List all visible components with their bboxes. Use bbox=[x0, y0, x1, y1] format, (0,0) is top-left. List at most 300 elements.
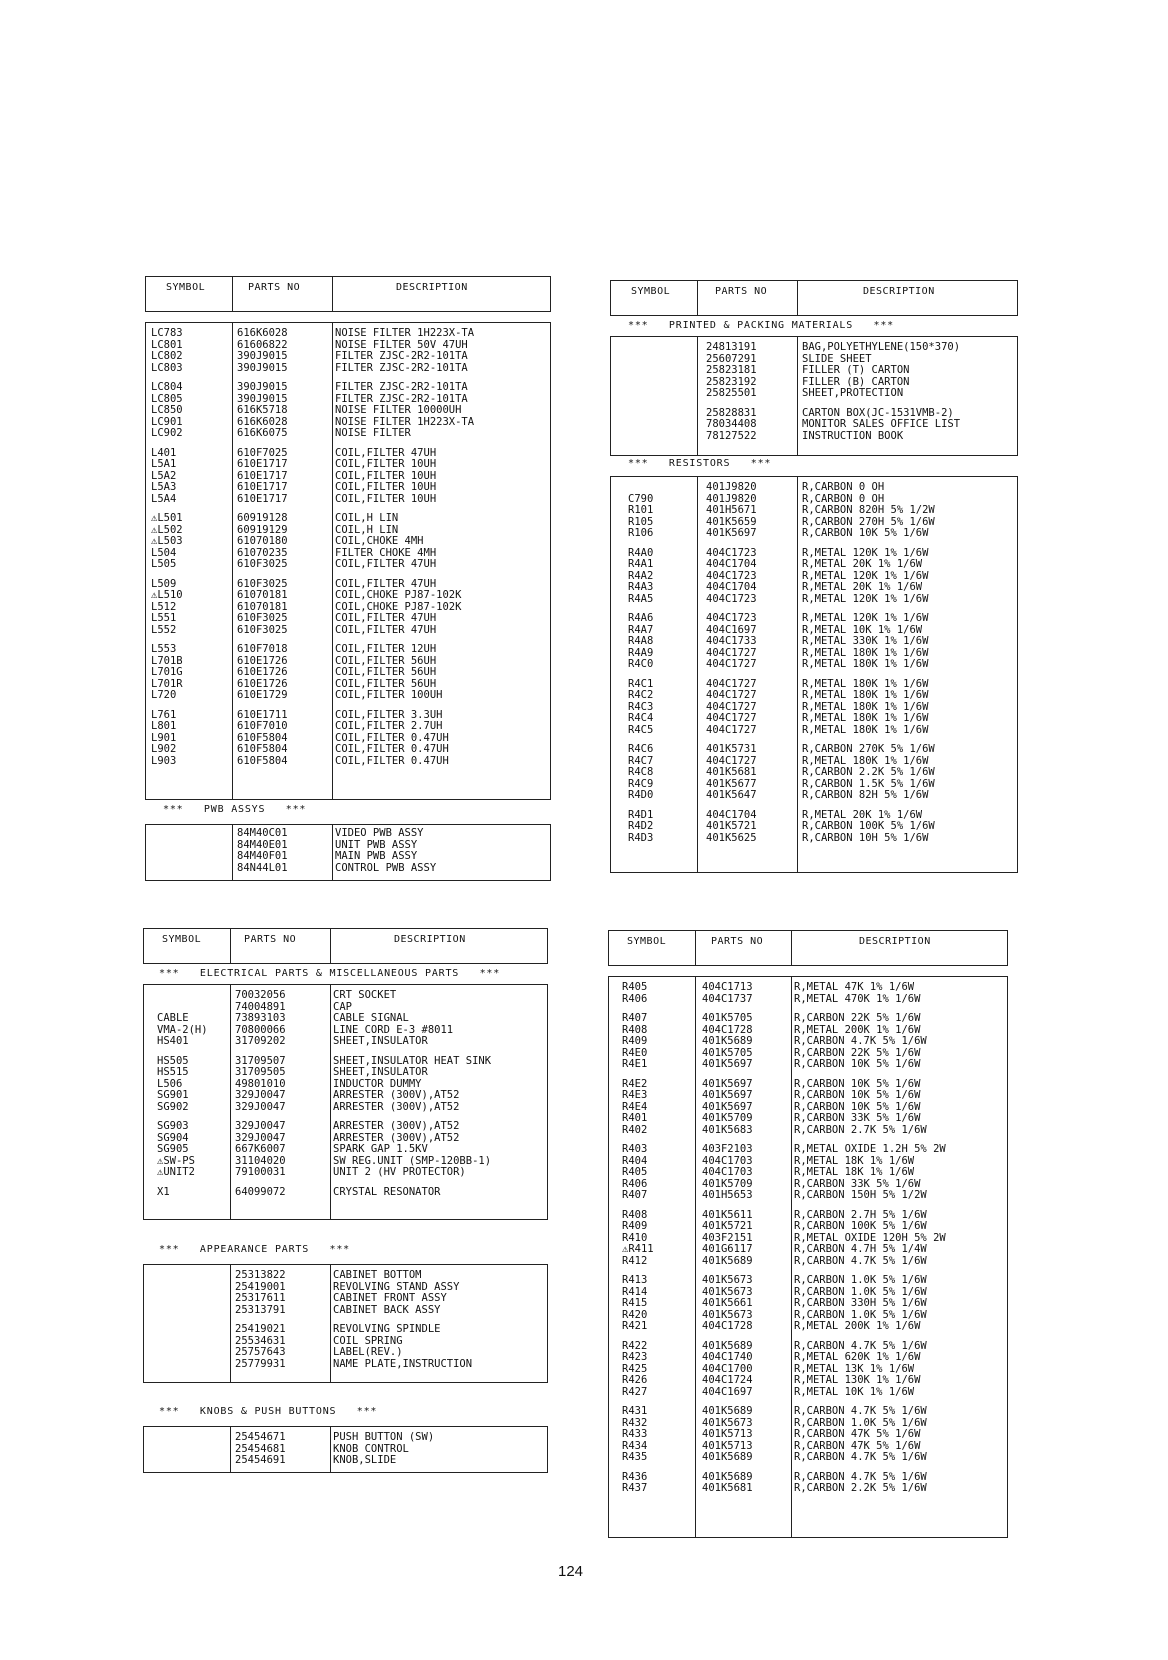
part-number: 70032056 bbox=[235, 989, 286, 1001]
part-number: 25779931 bbox=[235, 1357, 286, 1370]
part-description: INSTRUCTION BOOK bbox=[802, 429, 904, 442]
part-symbol: LC850 bbox=[151, 404, 183, 416]
part-number: 401K5625 bbox=[706, 831, 757, 844]
part-description: COIL,CHOKE PJ87-102K bbox=[335, 600, 462, 613]
part-description: R,CARBON 820H 5% 1/2W bbox=[802, 504, 935, 516]
part-number: 78034408 bbox=[706, 418, 757, 430]
pwb-list bbox=[145, 828, 551, 874]
table-row bbox=[608, 1387, 1008, 1399]
part-description: R,CARBON 4.7K 5% 1/6W bbox=[794, 1405, 927, 1417]
part-symbol: SG905 bbox=[157, 1143, 189, 1155]
part-description: R,CARBON 4.7K 5% 1/6W bbox=[794, 1254, 927, 1267]
part-number: 401K5689 bbox=[702, 1035, 753, 1047]
part-number: 404C1723 bbox=[706, 612, 757, 624]
part-description: R,METAL 20K 1% 1/6W bbox=[802, 808, 923, 821]
part-number: 404C1727 bbox=[706, 658, 757, 670]
table-row bbox=[608, 1167, 1008, 1179]
part-description: R,CARBON 10K 5% 1/6W bbox=[802, 527, 929, 539]
part-symbol: R431 bbox=[622, 1405, 648, 1417]
part-number: 404C1700 bbox=[702, 1362, 753, 1375]
part-description: NOISE FILTER 1H223X-TA bbox=[335, 327, 475, 339]
part-symbol: L552 bbox=[151, 623, 177, 636]
part-number: 404C1703 bbox=[702, 1154, 753, 1167]
part-symbol: R4A8 bbox=[628, 635, 654, 647]
part-symbol: R408 bbox=[622, 1208, 648, 1221]
part-number: 84N44L01 bbox=[237, 861, 288, 874]
part-symbol: LC783 bbox=[151, 327, 183, 339]
part-number: 616K6075 bbox=[237, 427, 288, 439]
table-row bbox=[608, 1429, 1008, 1441]
table-row bbox=[608, 994, 1008, 1006]
part-number: 610F5804 bbox=[237, 743, 288, 755]
part-symbol: R407 bbox=[622, 1012, 648, 1024]
part-description: COIL,FILTER 47UH bbox=[335, 446, 437, 459]
part-description: FILTER ZJSC-2R2-101TA bbox=[335, 361, 468, 374]
part-description: R,CARBON 4.7K 5% 1/6W bbox=[794, 1470, 927, 1483]
table-row bbox=[145, 644, 551, 656]
part-description: CABLE SIGNAL bbox=[333, 1012, 409, 1024]
part-symbol: R407 bbox=[622, 1189, 648, 1201]
part-number: 401K5689 bbox=[702, 1470, 753, 1483]
part-description: R,CARBON 33K 5% 1/6W bbox=[794, 1112, 921, 1124]
part-symbol: R4C2 bbox=[628, 689, 654, 701]
part-description: COIL,FILTER 56UH bbox=[335, 666, 437, 678]
appearance-list bbox=[143, 1270, 548, 1370]
part-number: 610E1729 bbox=[237, 689, 288, 701]
part-number: 329J0047 bbox=[235, 1120, 286, 1132]
part-number: 404C1704 bbox=[706, 581, 757, 593]
part-description: R,CARBON 4.7K 5% 1/6W bbox=[794, 1339, 927, 1352]
table-row bbox=[608, 1144, 1008, 1156]
part-number: 25454691 bbox=[235, 1454, 286, 1466]
part-number: 404C1727 bbox=[706, 712, 757, 724]
part-description: COIL,FILTER 56UH bbox=[335, 654, 437, 667]
part-symbol: L505 bbox=[151, 558, 177, 570]
part-number: 610F5804 bbox=[237, 754, 288, 767]
part-description: R,CARBON 22K 5% 1/6W bbox=[794, 1012, 921, 1024]
part-symbol: ⚠L502 bbox=[151, 523, 183, 536]
part-number: 25419021 bbox=[235, 1323, 286, 1335]
table-row bbox=[145, 744, 551, 756]
part-symbol: L761 bbox=[151, 708, 177, 721]
part-description: NOISE FILTER 10000UH bbox=[335, 404, 462, 416]
part-symbol: R4E1 bbox=[622, 1058, 648, 1070]
part-description: R,CARBON 100K 5% 1/6W bbox=[802, 820, 935, 832]
part-number: 610E1726 bbox=[237, 677, 288, 690]
part-number: 401K5697 bbox=[702, 1089, 753, 1101]
part-symbol: R409 bbox=[622, 1220, 648, 1232]
part-number: 31709507 bbox=[235, 1054, 286, 1067]
part-description: KNOB CONTROL bbox=[333, 1442, 409, 1455]
part-number: 31104020 bbox=[235, 1154, 286, 1167]
part-number: 25419001 bbox=[235, 1280, 286, 1293]
part-description: CABINET BACK ASSY bbox=[333, 1303, 441, 1316]
part-symbol: R410 bbox=[622, 1231, 648, 1244]
part-symbol: R408 bbox=[622, 1023, 648, 1036]
part-description: UNIT PWB ASSY bbox=[335, 838, 418, 851]
part-description: R,METAL 180K 1% 1/6W bbox=[802, 658, 929, 670]
part-description: R,CARBON 82H 5% 1/6W bbox=[802, 789, 929, 801]
part-description: COIL,FILTER 47UH bbox=[335, 577, 437, 590]
part-symbol: L401 bbox=[151, 446, 177, 459]
part-symbol: LC902 bbox=[151, 427, 183, 439]
header-symbol: SYMBOL bbox=[162, 934, 202, 945]
part-number: 610F3025 bbox=[237, 558, 288, 570]
part-description: LINE CORD E-3 #8011 bbox=[333, 1023, 454, 1036]
part-number: 610F7018 bbox=[237, 643, 288, 655]
part-number: 401H5653 bbox=[702, 1189, 753, 1201]
part-description: R,CARBON 1.0K 5% 1/6W bbox=[794, 1285, 927, 1298]
table-row bbox=[145, 363, 551, 375]
part-number: 401K5611 bbox=[702, 1208, 753, 1221]
table-row bbox=[143, 990, 548, 1002]
part-symbol: R406 bbox=[622, 992, 648, 1005]
part-number: 403F2103 bbox=[702, 1143, 753, 1155]
page-number: 124 bbox=[558, 1563, 584, 1580]
part-description: CONTROL PWB ASSY bbox=[335, 861, 437, 874]
header-symbol: SYMBOL bbox=[166, 282, 206, 293]
part-number: 404C1727 bbox=[706, 754, 757, 767]
part-description: R,METAL 180K 1% 1/6W bbox=[802, 677, 929, 690]
part-symbol: R4C1 bbox=[628, 677, 654, 690]
part-description: MONITOR SALES OFFICE LIST bbox=[802, 418, 961, 430]
part-number: 401K5689 bbox=[702, 1405, 753, 1417]
part-symbol: L903 bbox=[151, 754, 177, 767]
part-description: CABINET FRONT ASSY bbox=[333, 1292, 447, 1304]
part-symbol: SG902 bbox=[157, 1100, 189, 1113]
part-number: 404C1733 bbox=[706, 635, 757, 647]
table-row bbox=[608, 1321, 1008, 1333]
part-symbol: R4C5 bbox=[628, 723, 654, 736]
part-symbol: R406 bbox=[622, 1177, 648, 1190]
part-number: 401K5697 bbox=[702, 1100, 753, 1113]
part-symbol: LC802 bbox=[151, 350, 183, 362]
header-parts-no: PARTS NO bbox=[248, 282, 301, 293]
part-description: R,CARBON 270K 5% 1/6W bbox=[802, 743, 935, 755]
part-description: CRYSTAL RESONATOR bbox=[333, 1185, 441, 1198]
part-description: COIL,FILTER 47UH bbox=[335, 558, 437, 570]
part-number: 31709505 bbox=[235, 1066, 286, 1078]
part-description: COIL,FILTER 10UH bbox=[335, 481, 437, 493]
part-description: R,METAL 130K 1% 1/6W bbox=[794, 1374, 921, 1386]
part-description: NAME PLATE,INSTRUCTION bbox=[333, 1357, 473, 1370]
part-number: 401J9820 bbox=[706, 492, 757, 505]
part-symbol: R4C4 bbox=[628, 712, 654, 724]
part-description: FILLER (T) CARTON bbox=[802, 364, 910, 376]
part-description: COIL,FILTER 100UH bbox=[335, 689, 443, 701]
part-symbol: R425 bbox=[622, 1362, 648, 1375]
part-description: ARRESTER (300V),AT52 bbox=[333, 1089, 460, 1101]
part-number: 401K5705 bbox=[702, 1046, 753, 1059]
table-row bbox=[143, 1455, 548, 1467]
part-description: LABEL(REV.) bbox=[333, 1346, 403, 1358]
part-description: R,METAL 180K 1% 1/6W bbox=[802, 712, 929, 724]
part-description: R,CARBON 1.0K 5% 1/6W bbox=[794, 1274, 927, 1286]
part-number: 401K5713 bbox=[702, 1439, 753, 1452]
part-description: R,METAL 180K 1% 1/6W bbox=[802, 754, 929, 767]
part-number: 25313822 bbox=[235, 1269, 286, 1281]
header-parts-no: PARTS NO bbox=[715, 286, 768, 297]
part-symbol: L901 bbox=[151, 731, 177, 744]
part-number: 404C1727 bbox=[706, 646, 757, 659]
part-symbol: R437 bbox=[622, 1482, 648, 1494]
part-number: 403F2151 bbox=[702, 1231, 753, 1244]
part-symbol: L512 bbox=[151, 600, 177, 613]
part-description: NOISE FILTER 1H223X-TA bbox=[335, 415, 475, 428]
table-row bbox=[608, 1275, 1008, 1287]
table-row bbox=[610, 505, 1018, 517]
part-number: 404C1723 bbox=[706, 546, 757, 559]
part-description: R,CARBON 10K 5% 1/6W bbox=[794, 1077, 921, 1090]
table-row bbox=[610, 690, 1018, 702]
part-number: 329J0047 bbox=[235, 1100, 286, 1113]
part-description: R,CARBON 4.7K 5% 1/6W bbox=[794, 1035, 927, 1047]
electrical-list bbox=[143, 990, 548, 1198]
part-symbol: R105 bbox=[628, 515, 654, 528]
part-number: 404C1728 bbox=[702, 1320, 753, 1332]
part-symbol: R4E4 bbox=[622, 1100, 648, 1113]
table-row bbox=[143, 1036, 548, 1048]
part-symbol: LC801 bbox=[151, 338, 183, 351]
table-row bbox=[610, 790, 1018, 802]
table-row bbox=[610, 833, 1018, 845]
part-number: 401H5671 bbox=[706, 504, 757, 516]
part-description: COIL SPRING bbox=[333, 1334, 403, 1347]
part-symbol: R4C3 bbox=[628, 700, 654, 713]
part-symbol: ⚠UNIT2 bbox=[157, 1166, 195, 1178]
part-description: REVOLVING STAND ASSY bbox=[333, 1280, 460, 1293]
table-row bbox=[143, 1121, 548, 1133]
part-number: 404C1724 bbox=[702, 1374, 753, 1386]
part-symbol: R4D3 bbox=[628, 831, 654, 844]
part-symbol: SG904 bbox=[157, 1131, 189, 1144]
part-description: R,CARBON 22K 5% 1/6W bbox=[794, 1046, 921, 1059]
part-number: 616K6028 bbox=[237, 415, 288, 428]
part-symbol: ⚠L503 bbox=[151, 535, 183, 547]
part-description: R,CARBON 2.7K 5% 1/6W bbox=[794, 1123, 927, 1136]
part-number: 25313791 bbox=[235, 1303, 286, 1316]
part-description: R,METAL 180K 1% 1/6W bbox=[802, 689, 929, 701]
part-description: R,CARBON 47K 5% 1/6W bbox=[794, 1439, 921, 1452]
section-title-knobs: *** KNOBS & PUSH BUTTONS *** bbox=[159, 1406, 378, 1417]
part-description: COIL,H LIN bbox=[335, 512, 399, 524]
part-symbol: R4E2 bbox=[622, 1077, 648, 1090]
table-row bbox=[143, 1167, 548, 1179]
part-description: R,METAL 200K 1% 1/6W bbox=[794, 1320, 921, 1332]
header-description: DESCRIPTION bbox=[863, 286, 935, 297]
part-number: 61606822 bbox=[237, 338, 288, 351]
header-symbol: SYMBOL bbox=[627, 936, 667, 947]
part-symbol: HS505 bbox=[157, 1054, 189, 1067]
part-number: 401K5659 bbox=[706, 515, 757, 528]
table-row bbox=[608, 1298, 1008, 1310]
table-row bbox=[610, 713, 1018, 725]
part-number: 610E1726 bbox=[237, 654, 288, 667]
part-number: 667K6007 bbox=[235, 1143, 286, 1155]
part-number: 401K5709 bbox=[702, 1112, 753, 1124]
part-symbol: R101 bbox=[628, 504, 654, 516]
table-row bbox=[143, 1067, 548, 1079]
table-row bbox=[610, 419, 1018, 431]
table-row bbox=[610, 821, 1018, 833]
table-row bbox=[145, 613, 551, 625]
part-number: 610E1726 bbox=[237, 666, 288, 678]
part-number: 49801010 bbox=[235, 1077, 286, 1090]
table-row bbox=[608, 1125, 1008, 1137]
part-number: 401K5673 bbox=[702, 1416, 753, 1429]
part-symbol: R4C7 bbox=[628, 754, 654, 767]
part-description: SHEET,PROTECTION bbox=[802, 387, 904, 399]
part-number: 64099072 bbox=[235, 1185, 286, 1198]
part-description: FILTER CHOKE 4MH bbox=[335, 546, 437, 559]
part-description: COIL,FILTER 0.47UH bbox=[335, 743, 449, 755]
part-description: R,CARBON 4.7H 5% 1/4W bbox=[794, 1243, 927, 1255]
part-number: 78127522 bbox=[706, 429, 757, 442]
part-symbol: R404 bbox=[622, 1154, 648, 1167]
parts-table-bottom-left bbox=[143, 928, 548, 1473]
table-row bbox=[143, 1324, 548, 1336]
table-row bbox=[610, 365, 1018, 377]
part-number: 401K5673 bbox=[702, 1274, 753, 1286]
table-row bbox=[610, 528, 1018, 540]
part-description: NOISE FILTER 50V 47UH bbox=[335, 338, 468, 351]
part-number: 401K5661 bbox=[702, 1297, 753, 1309]
part-symbol: R4D1 bbox=[628, 808, 654, 821]
part-description: FILTER ZJSC-2R2-101TA bbox=[335, 381, 468, 393]
table-row bbox=[145, 863, 551, 875]
part-number: 404C1697 bbox=[702, 1385, 753, 1398]
part-number: 404C1737 bbox=[702, 992, 753, 1005]
part-description: COIL,FILTER 0.47UH bbox=[335, 754, 449, 767]
table-row bbox=[143, 1305, 548, 1317]
part-description: ARRESTER (300V),AT52 bbox=[333, 1131, 460, 1144]
table-row bbox=[143, 1187, 548, 1199]
part-symbol: ⚠R411 bbox=[622, 1243, 654, 1255]
part-number: 401K5683 bbox=[702, 1123, 753, 1136]
part-symbol: R4A2 bbox=[628, 569, 654, 582]
table-row bbox=[608, 1036, 1008, 1048]
table-row bbox=[145, 721, 551, 733]
part-symbol: R4A9 bbox=[628, 646, 654, 659]
part-symbol: R420 bbox=[622, 1308, 648, 1321]
part-description: KNOB,SLIDE bbox=[333, 1454, 397, 1466]
part-number: 610E1717 bbox=[237, 469, 288, 482]
part-description: R,METAL OXIDE 120H 5% 2W bbox=[794, 1231, 946, 1244]
part-description: ARRESTER (300V),AT52 bbox=[333, 1120, 460, 1132]
part-symbol: L701B bbox=[151, 654, 183, 667]
part-symbol: R409 bbox=[622, 1035, 648, 1047]
part-description: R,METAL 180K 1% 1/6W bbox=[802, 723, 929, 736]
part-number: 610E1711 bbox=[237, 708, 288, 721]
part-symbol: R4D0 bbox=[628, 789, 654, 801]
part-description: R,METAL 10K 1% 1/6W bbox=[794, 1385, 915, 1398]
part-description: R,METAL 470K 1% 1/6W bbox=[794, 992, 921, 1005]
table-row bbox=[143, 1270, 548, 1282]
part-description: R,CARBON 10K 5% 1/6W bbox=[794, 1100, 921, 1113]
part-number: 404C1704 bbox=[706, 808, 757, 821]
part-number: 401K5705 bbox=[702, 1012, 753, 1024]
part-symbol: R433 bbox=[622, 1428, 648, 1440]
part-description: R,METAL 330K 1% 1/6W bbox=[802, 635, 929, 647]
part-description: R,CARBON 10K 5% 1/6W bbox=[794, 1058, 921, 1070]
part-symbol: L504 bbox=[151, 546, 177, 559]
part-description: R,CARBON 270H 5% 1/6W bbox=[802, 515, 935, 528]
part-symbol: LC803 bbox=[151, 361, 183, 374]
part-number: 61070181 bbox=[237, 589, 288, 601]
part-description: R,CARBON 1.5K 5% 1/6W bbox=[802, 777, 935, 790]
table-row bbox=[608, 1221, 1008, 1233]
table-row bbox=[610, 725, 1018, 737]
part-description: R,METAL 180K 1% 1/6W bbox=[802, 700, 929, 713]
part-symbol: L5A4 bbox=[151, 492, 177, 505]
part-number: 390J9015 bbox=[237, 392, 288, 405]
part-description: R,METAL 120K 1% 1/6W bbox=[802, 546, 929, 559]
part-number: 404C1697 bbox=[706, 623, 757, 636]
part-description: COIL,FILTER 10UH bbox=[335, 469, 437, 482]
part-description: SHEET,INSULATOR bbox=[333, 1066, 428, 1078]
part-description: R,CARBON 2.7H 5% 1/6W bbox=[794, 1208, 927, 1221]
part-number: 401K5673 bbox=[702, 1285, 753, 1298]
part-symbol: R4C0 bbox=[628, 658, 654, 670]
part-description: R,CARBON 10K 5% 1/6W bbox=[794, 1089, 921, 1101]
part-number: 25317611 bbox=[235, 1292, 286, 1304]
part-symbol: R4A7 bbox=[628, 623, 654, 636]
part-number: 329J0047 bbox=[235, 1131, 286, 1144]
part-symbol: ⚠SW-PS bbox=[157, 1154, 195, 1167]
table-header bbox=[610, 280, 1018, 316]
part-number: 70800066 bbox=[235, 1023, 286, 1036]
part-description: R,CARBON 0 OH bbox=[802, 492, 885, 505]
table-row bbox=[610, 342, 1018, 354]
part-description: R,CARBON 2.2K 5% 1/6W bbox=[802, 766, 935, 778]
part-number: 401K5721 bbox=[706, 820, 757, 832]
header-symbol: SYMBOL bbox=[631, 286, 671, 297]
part-number: 404C1723 bbox=[706, 569, 757, 582]
part-symbol: L701G bbox=[151, 666, 183, 678]
part-symbol: R434 bbox=[622, 1439, 648, 1452]
table-row bbox=[608, 1352, 1008, 1364]
part-symbol: R414 bbox=[622, 1285, 648, 1298]
part-number: 401K5689 bbox=[702, 1451, 753, 1463]
part-symbol: HS515 bbox=[157, 1066, 189, 1078]
table-row bbox=[145, 459, 551, 471]
part-description: COIL,FILTER 2.7UH bbox=[335, 720, 443, 732]
section-title-electrical: *** ELECTRICAL PARTS & MISCELLANEOUS PARTS *** bbox=[159, 968, 501, 979]
table-row bbox=[145, 590, 551, 602]
part-description: SW REG.UNIT (SMP-120BB-1) bbox=[333, 1154, 492, 1167]
table-row bbox=[610, 767, 1018, 779]
part-symbol: C790 bbox=[628, 492, 654, 505]
part-description: COIL,FILTER 10UH bbox=[335, 458, 437, 470]
part-number: 25825501 bbox=[706, 387, 757, 399]
resistors-list-2 bbox=[608, 982, 1008, 1495]
part-description: R,METAL 13K 1% 1/6W bbox=[794, 1362, 915, 1375]
part-number: 401K5689 bbox=[702, 1254, 753, 1267]
part-description: R,METAL 200K 1% 1/6W bbox=[794, 1023, 921, 1036]
table-row bbox=[608, 1375, 1008, 1387]
table-row bbox=[608, 1483, 1008, 1495]
part-symbol: R415 bbox=[622, 1297, 648, 1309]
part-description: COIL,FILTER 56UH bbox=[335, 677, 437, 690]
section-title-appearance: *** APPEARANCE PARTS *** bbox=[159, 1244, 350, 1255]
part-description: R,CARBON 2.2K 5% 1/6W bbox=[794, 1482, 927, 1494]
part-description: CABINET BOTTOM bbox=[333, 1269, 422, 1281]
table-row bbox=[143, 1144, 548, 1156]
part-symbol: R4C8 bbox=[628, 766, 654, 778]
part-number: 401K5677 bbox=[706, 777, 757, 790]
part-description: FILLER (B) CARTON bbox=[802, 375, 910, 388]
parts-table-top-right bbox=[610, 280, 1018, 873]
